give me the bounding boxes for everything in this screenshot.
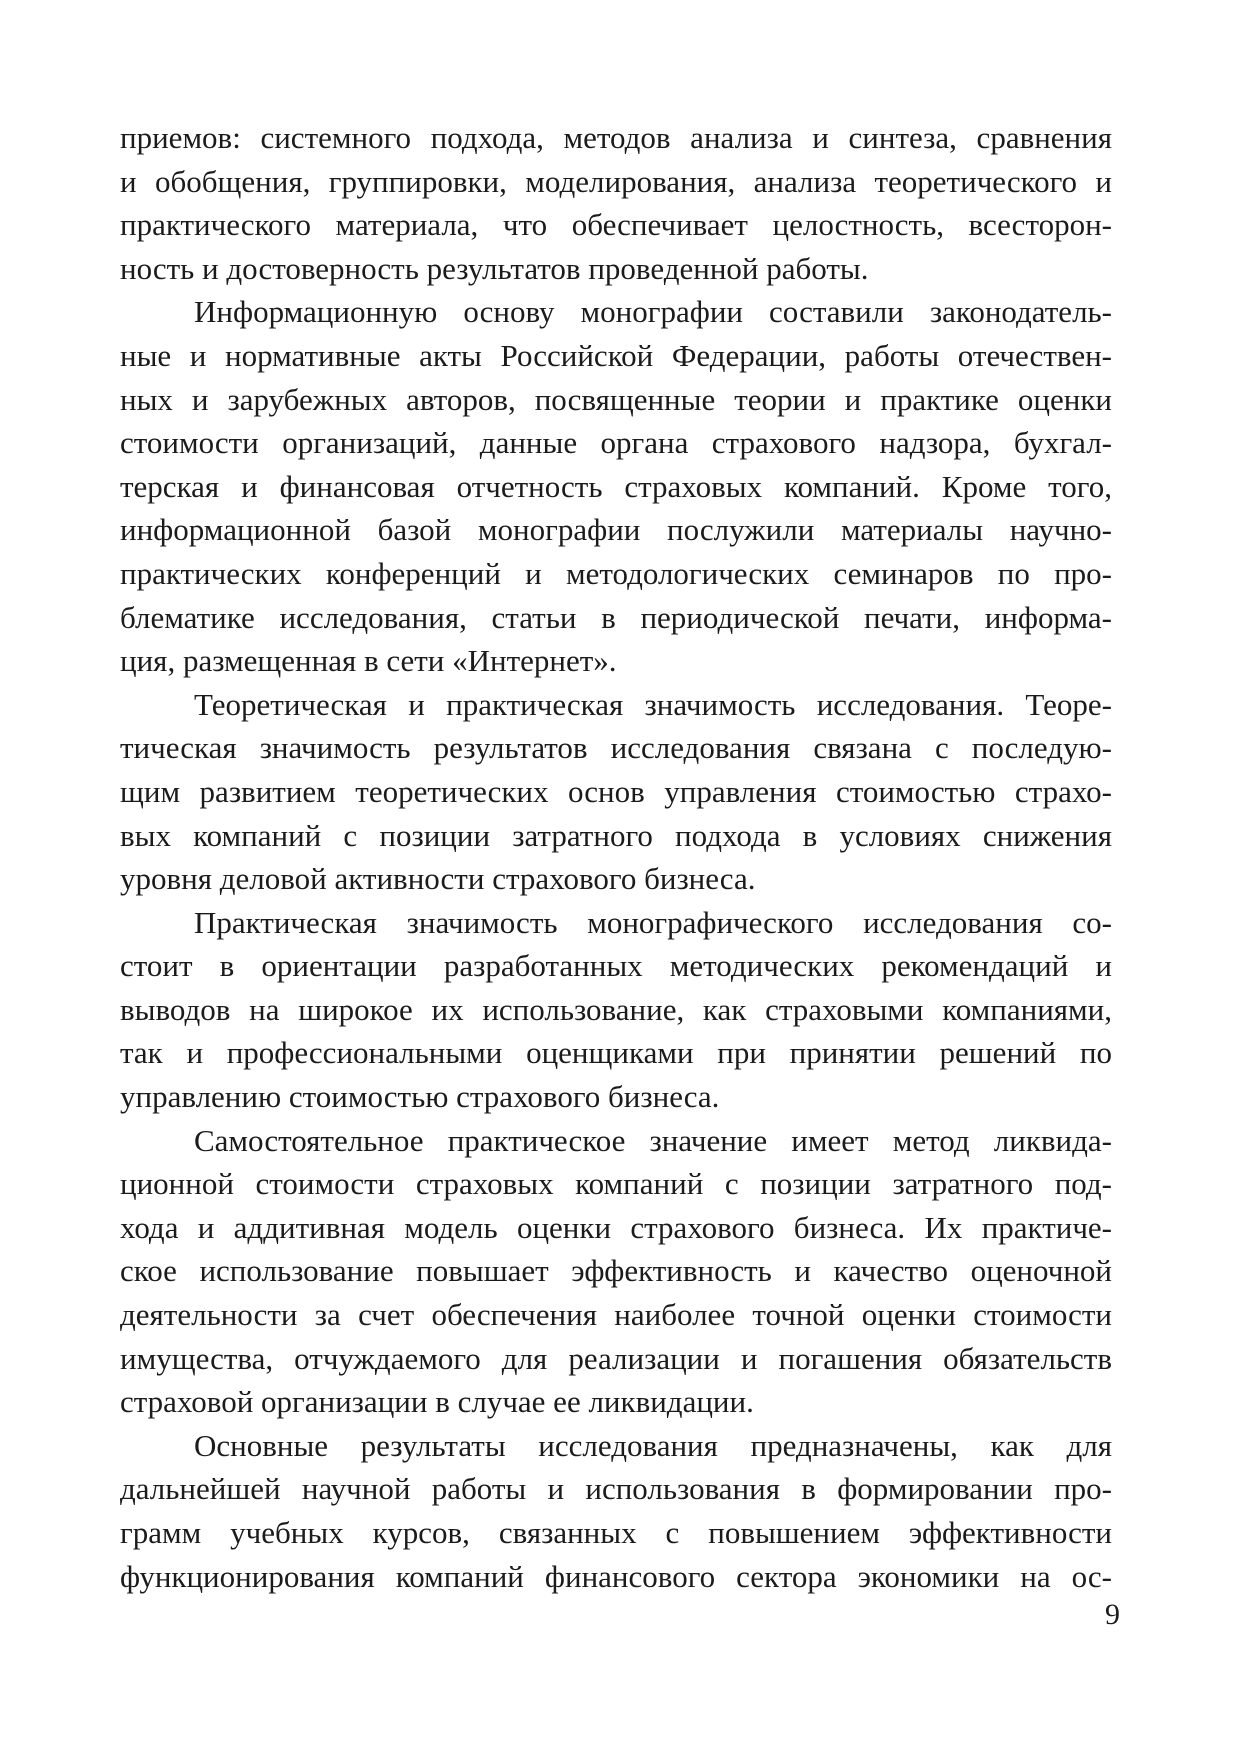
text-line: ных и зарубежных авторов, посвященные теории и практике оценки (120, 381, 1112, 417)
text-line: Практическая значимость монографического исследования со- (194, 904, 1112, 940)
text-line: тическая значимость результатов исследования связана с последую- (120, 730, 1112, 766)
paragraph-3 (120, 683, 1112, 901)
paragraph-4 (120, 901, 1112, 1119)
text-line: ция, размещенная в сети «Интернет». (120, 643, 617, 679)
paragraph-2 (120, 290, 1112, 682)
text-line: Основные результаты исследования предназначены, как для (194, 1427, 1112, 1463)
text-line: ность и достоверность результатов проведенной работы. (120, 250, 869, 286)
text-line: ные и нормативные акты Российской Федерации, работы отечествен- (120, 337, 1112, 373)
text-line: практического материала, что обеспечивает целостность, всесторон- (120, 207, 1112, 243)
text-line: ционной стоимости страховых компаний с позиции затратного под- (120, 1166, 1112, 1202)
text-line: и обобщения, группировки, моделирования, анализа теоретического и (120, 163, 1112, 199)
text-line: уровня деловой активности страхового бизнеса. (120, 861, 756, 897)
text-line: Информационную основу монографии составили законодатель- (194, 294, 1112, 330)
text-line: приемов: системного подхода, методов анализа и синтеза, сравнения (120, 120, 1112, 155)
text-line: дальнейшей научной работы и использования в формировании про- (120, 1471, 1112, 1507)
body-text (120, 116, 1112, 1598)
text-line: хода и аддитивная модель оценки страхового бизнеса. Их практиче- (120, 1209, 1112, 1245)
text-line: терская и финансовая отчетность страховых компаний. Кроме того, (120, 468, 1112, 504)
text-line: стоит в ориентации разработанных методических рекомендаций и (120, 948, 1112, 984)
paragraph-6 (120, 1424, 1112, 1598)
paragraph-5 (120, 1119, 1112, 1424)
paragraph-1 (120, 116, 1112, 290)
text-line: щим развитием теоретических основ управления стоимостью страхо- (120, 773, 1112, 809)
text-line: выводов на широкое их использование, как страховыми компаниями, (120, 991, 1112, 1027)
text-line: Теоретическая и практическая значимость исследования. Теоре- (194, 686, 1112, 722)
text-line: вых компаний с позиции затратного подхода в условиях снижения (120, 817, 1112, 853)
page-number: 9 (1105, 1598, 1120, 1631)
text-line: Самостоятельное практическое значение имеет метод ликвида- (194, 1122, 1112, 1158)
text-line: блематике исследования, статьи в периодической печати, информа- (120, 599, 1112, 635)
text-line: стоимости организаций, данные органа страхового надзора, бухгал- (120, 425, 1112, 461)
text-line: страховой организации в случае ее ликвидации. (120, 1384, 754, 1420)
text-line: управлению стоимостью страхового бизнеса. (120, 1079, 720, 1115)
text-line: грамм учебных курсов, связанных с повышением эффективности (120, 1515, 1112, 1550)
text-line: деятельности за счет обеспечения наиболее точной оценки стоимости (120, 1297, 1112, 1333)
text-line: так и профессиональными оценщиками при принятии решений по (120, 1035, 1112, 1071)
text-line: практических конференций и методологических семинаров по про- (120, 555, 1112, 591)
text-line: ское использование повышает эффективность и качество оценочной (120, 1253, 1112, 1289)
text-line: функционирования компаний финансового сектора экономики на ос- (120, 1558, 1112, 1594)
text-line: информационной базой монографии послужили материалы научно- (120, 512, 1112, 548)
text-line: имущества, отчуждаемого для реализации и погашения обязательств (120, 1340, 1112, 1376)
